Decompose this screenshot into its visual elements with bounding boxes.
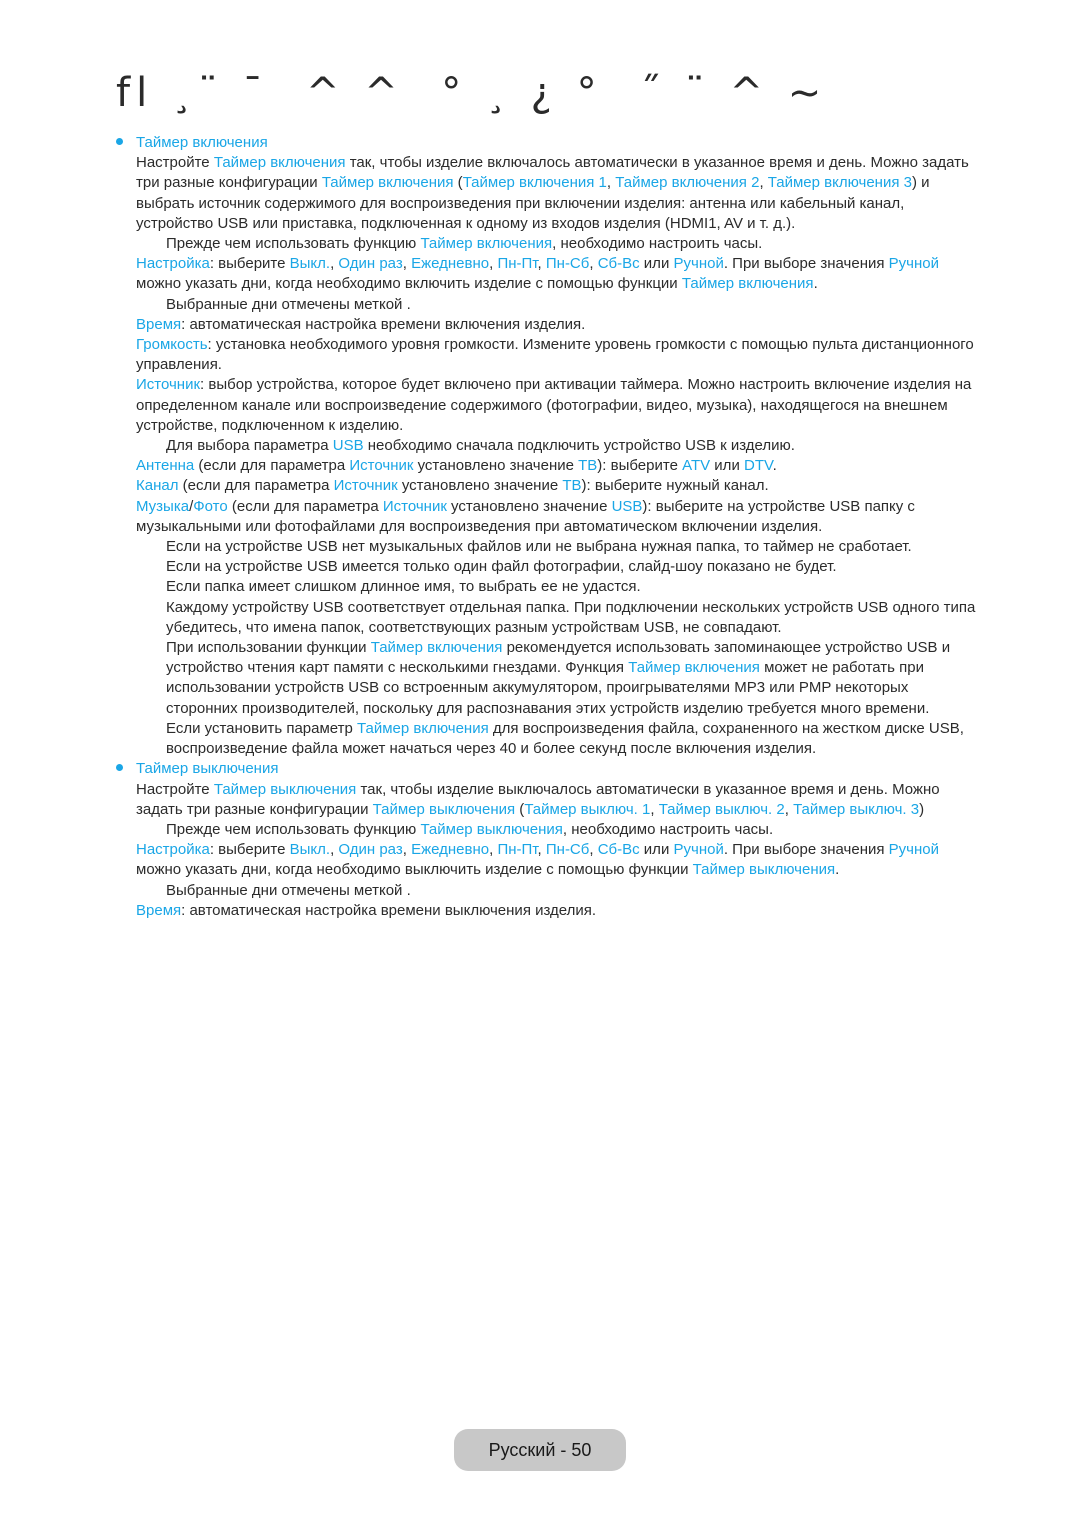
note-music-1: Если на устройстве USB нет музыкальных файлов или не выбрана нужная папка, то таймер не сработает. <box>166 538 912 556</box>
paragraph-time-on: Время: автоматическая настройка времени включения изделия. <box>136 315 586 333</box>
paragraph-setup-off: Настройка: выберите Выкл., Один раз, Ежедневно, Пн-Пт, Пн-Сб, Сб-Вс или Ручной. При выборе значения Ручной можно указать дни, когда необходимо выключить изделие с помощью функции Таймер выключения. <box>136 841 939 879</box>
section-heading-timer-off: Таймер выключения <box>114 759 984 779</box>
note-music-4: Каждому устройству USB соответствует отдельная папка. При подключении нескольких устройств USB одного типа убедитесь, что имена папок, соответствующих разным устройствам USB, не совпадают. <box>166 598 976 636</box>
paragraph-volume: Громкость: установка необходимого уровня громкости. Измените уровень громкости с помощью пульта дистанционного управления. <box>136 336 974 374</box>
paragraph-timer-on-intro: Настройте Таймер включения так, чтобы изделие включалось автоматически в указанное время и день. Можно задать три разные конфигурации Таймер включения (Таймер включения 1, Таймер включения 2, Таймер включения 3) и выбрать источник содержимого для воспроизведения при включении изделия: антенна или кабельный канал, устройство USB или приставка, подключенная к одному из входов изделия (HDMI1, AV и т. д.). <box>136 154 969 232</box>
paragraph-music-photo: Музыка/Фото (если для параметра Источник установлено значение USB): выберите на устройстве USB папку с музыкальными или фотофайлами для воспроизведения при автоматическом включении изделия. <box>136 497 915 535</box>
link-timer-on: Таймер включения <box>213 154 346 172</box>
note-usb: Для выбора параметра USB необходимо сначала подключить устройство USB к изделию. <box>166 437 795 455</box>
page-number-badge: Русский - 50 <box>454 1429 626 1471</box>
note-music-5: При использовании функции Таймер включения рекомендуется использовать запоминающее устройство USB и устройство чтения карт памяти с несколькими гнездами. Функция Таймер включения может не работать при использовании устройств USB со встроенным аккумулятором, проигрывателями MP3 или PMP некоторых сторонних производителей, поскольку для распознавания этих устройств изделию требуется много времени. <box>166 639 951 717</box>
bullet-dot-icon <box>116 764 123 771</box>
section-heading-timer-on: Таймер включения <box>114 133 984 153</box>
note-selected-days-on: Выбранные дни отмечены меткой . <box>166 295 411 313</box>
note-selected-days-off: Выбранные дни отмечены меткой . <box>166 881 411 899</box>
paragraph-antenna: Антенна (если для параметра Источник установлено значение ТВ): выберите ATV или DTV. <box>136 457 777 475</box>
paragraph-time-off: Время: автоматическая настройка времени выключения изделия. <box>136 901 597 919</box>
note-music-2: Если на устройстве USB имеется только один файл фотографии, слайд-шоу показано не будет. <box>166 558 837 576</box>
paragraph-source: Источник: выбор устройства, которое будет включено при активации таймера. Можно настроить включение изделия на определенном канале или воспроизведение содержимого (фотографии, видео, музыка), находящегося на внешнем устройстве, подключенном к изделию. <box>136 376 972 434</box>
manual-content <box>114 133 984 921</box>
note-clock-off: Прежде чем использовать функцию Таймер выключения, необходимо настроить часы. <box>166 820 774 838</box>
paragraph-timer-off-intro: Настройте Таймер выключения так, чтобы изделие выключалось автоматически в указанное время и день. Можно задать три разные конфигурации Таймер выключения (Таймер выключ. 1, Таймер выключ. 2, Таймер выключ. 3) <box>136 780 940 818</box>
note-music-6: Если установить параметр Таймер включения для воспроизведения файла, сохраненного на жестком диске USB, воспроизведение файла может начаться через 40 и более секунд после включения изделия. <box>166 719 964 758</box>
paragraph-channel: Канал (если для параметра Источник установлено значение ТВ): выберите нужный канал. <box>136 477 769 495</box>
note-clock-on: Прежде чем использовать функцию Таймер включения, необходимо настроить часы. <box>166 235 763 253</box>
page-title: fl ¸¨ ¯ ^ ^ ° ¸ ¿ ° ˝ ¨ ^ ~ <box>116 70 828 116</box>
bullet-dot-icon <box>116 138 123 145</box>
paragraph-setup-on: Настройка: выберите Выкл., Один раз, Ежедневно, Пн-Пт, Пн-Сб, Сб-Вс или Ручной. При выборе значения Ручной можно указать дни, когда необходимо включить изделие с помощью функции Таймер включения. <box>136 255 939 293</box>
note-music-3: Если папка имеет слишком длинное имя, то выбрать ее не удастся. <box>166 578 641 596</box>
